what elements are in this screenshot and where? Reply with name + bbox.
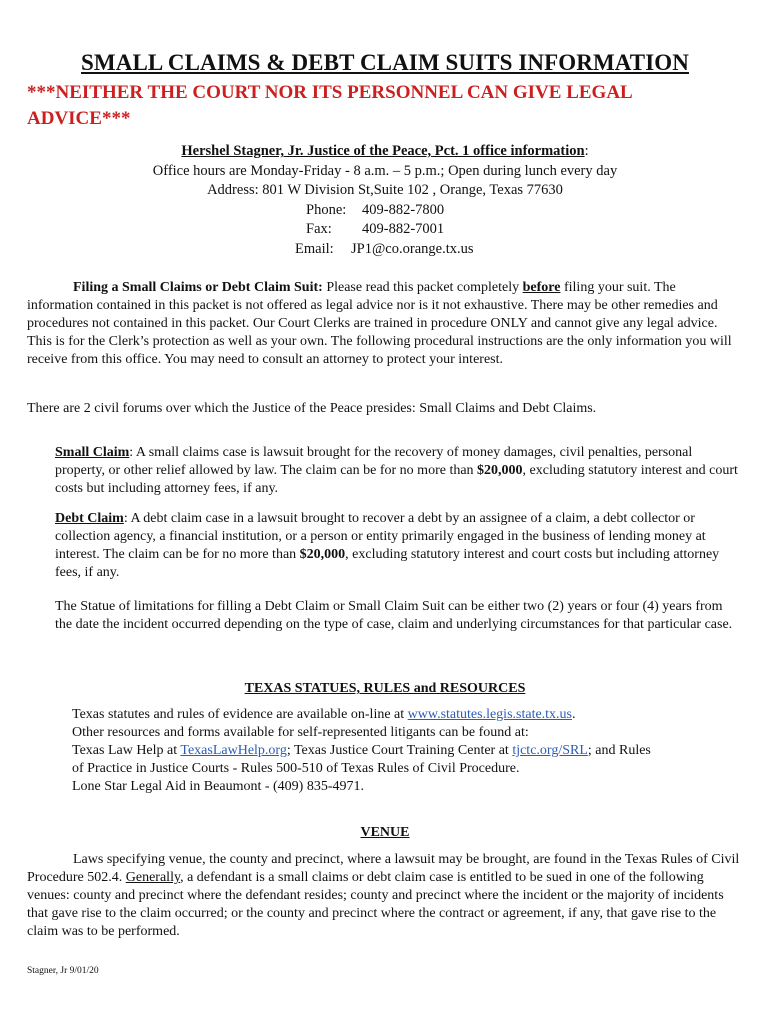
resources-line-3-end: ; and Rules xyxy=(587,743,651,758)
office-information xyxy=(0,142,770,259)
filing-text-1: Please read this packet completely xyxy=(322,280,523,295)
office-header-colon: : xyxy=(584,143,589,159)
debt-claim-amount: $20,000 xyxy=(299,547,346,562)
phone-number: 409-882-7800 xyxy=(362,201,445,218)
small-claim-paragraph xyxy=(55,444,743,498)
venue-text-1: Laws specifying venue, the county and precinct, where a lawsuit may be brought, are found in the Texas Rules of Civil Procedure 502.4. xyxy=(27,852,740,885)
resources-heading: TEXAS STATUES, RULES and RESOURCES xyxy=(244,681,526,696)
resources-line-3-text: Texas Law Help at xyxy=(72,743,181,758)
resources-line-1 xyxy=(72,706,752,724)
office-address: Address: 801 W Division St,Suite 102 , Orange, Texas 77630 xyxy=(207,182,563,198)
tjctc-link[interactable]: tjctc.org/SRL xyxy=(512,743,588,758)
office-hours: Office hours are Monday-Friday - 8 a.m. – 5 p.m.; Open during lunch every day xyxy=(152,162,618,179)
venue-paragraph xyxy=(27,851,745,941)
texaslawhelp-link[interactable]: TexasLawHelp.org xyxy=(180,743,287,758)
small-claim-label: Small Claim xyxy=(55,445,130,460)
resources-line-2: Other resources and forms available for self-represented litigants can be found at: xyxy=(72,725,529,740)
debt-claim-text-2: , excluding statutory interest and court costs but including attorney fees, if any. xyxy=(55,547,720,580)
venue-heading: VENUE xyxy=(360,825,410,840)
venue-text-2: , a defendant is a small claims or debt claim case is entitled to be sued in one of the following venues: county and precinct where the defendant resides; county and precinct where the incident or the majority of incidents that gave rise to the claim occurred; or the county and precinct where the contract or agreement, if any, that gave rise to the claim was to be performed. xyxy=(27,870,724,939)
email-address: JP1@co.orange.tx.us xyxy=(351,240,474,257)
resources-line-3 xyxy=(72,742,752,760)
filing-paragraph xyxy=(27,279,745,369)
office-phone-row xyxy=(0,201,770,221)
email-label: Email: xyxy=(295,240,334,257)
office-fax-row xyxy=(0,220,770,240)
small-claim-text-2: , excluding statutory interest and court costs but including attorney fees, if any. xyxy=(55,463,738,496)
office-header: Hershel Stagner, Jr. Justice of the Peace, Pct. 1 office information xyxy=(181,143,585,159)
small-claim-amount: $20,000 xyxy=(477,463,523,478)
legal-advice-warning: ***NEITHER THE COURT NOR ITS PERSONNEL CAN GIVE LEGAL ADVICE*** xyxy=(27,82,632,129)
resources-line-1-end: . xyxy=(572,707,576,722)
statute-paragraph: The Statue of limitations for filling a Debt Claim or Small Claim Suit can be either two (2) years or four (4) years from the date the incident occurred depending on the type of case, claim and underlying circumstances for that particular case. xyxy=(55,599,733,632)
debt-claim-text-1: : A debt claim case in a lawsuit brought to recover a debt by an assignee of a claim, a debt collector or collection agency, a financial institution, or a person or entity primarily engaged in the business of lending money at interest. The claim can be for no more than xyxy=(55,511,706,562)
debt-claim-paragraph xyxy=(55,510,743,582)
resources-line-5: Lone Star Legal Aid in Beaumont - (409) 835-4971. xyxy=(72,779,364,794)
page-title: SMALL CLAIMS & DEBT CLAIM SUITS INFORMATION xyxy=(81,50,689,75)
fax-number: 409-882-7001 xyxy=(362,221,445,237)
filing-text-2: filing your suit. The information contained in this packet is not offered as legal advice nor is it not exhaustive. There may be other remedies and procedures not contained in this packet. Our Court Clerks are trained in procedure ONLY and cannot give any legal advice. This is for the Clerk’s protection as well as your own. The following procedural instructions are the only information you will receive from this office. You may need to consult an attorney to protect your interest. xyxy=(27,280,732,367)
venue-emphasis: Generally xyxy=(125,870,181,885)
debt-claim-label: Debt Claim xyxy=(55,511,124,526)
resources-list xyxy=(72,706,752,796)
filing-lead: Filing a Small Claims or Debt Claim Suit: xyxy=(73,280,323,295)
resources-line-1-text: Texas statutes and rules of evidence are available on-line at xyxy=(72,707,408,722)
phone-label: Phone: xyxy=(306,201,347,218)
small-claim-text-1: : A small claims case is lawsuit brought for the recovery of money damages, civil penalties, personal property, or other relief allowed by law. The claim can be for no more than xyxy=(55,445,693,478)
office-email-row xyxy=(0,240,770,260)
page-footer: Stagner, Jr 9/01/20 xyxy=(27,966,99,976)
fax-label: Fax: xyxy=(306,221,332,237)
forums-paragraph: There are 2 civil forums over which the Justice of the Peace presides: Small Claims and Debt Claims. xyxy=(27,401,597,416)
filing-emphasis: before xyxy=(522,280,561,295)
resources-line-4: of Practice in Justice Courts - Rules 500-510 of Texas Rules of Civil Procedure. xyxy=(72,761,520,776)
statutes-link[interactable]: www.statutes.legis.state.tx.us xyxy=(407,707,573,722)
resources-line-3-mid: ; Texas Justice Court Training Center at xyxy=(286,743,513,758)
